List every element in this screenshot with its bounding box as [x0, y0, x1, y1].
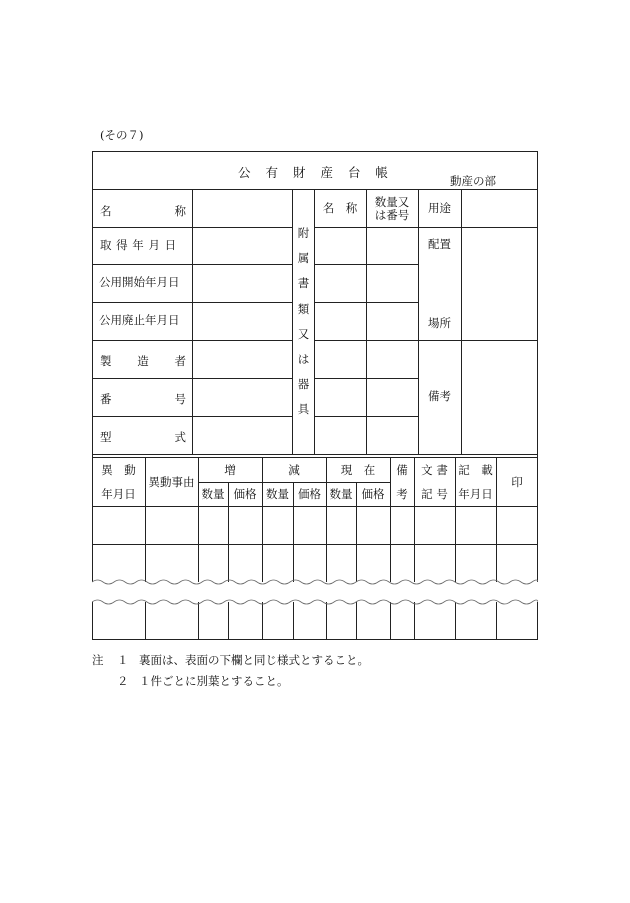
header-remarks: 備 考	[396, 462, 408, 501]
col-line	[418, 189, 419, 454]
header-decrease: 減	[288, 462, 300, 477]
label-purpose: 用途	[428, 201, 451, 215]
label-placement: 配置	[428, 237, 451, 251]
header-change-reason: 異動事由	[148, 474, 195, 489]
attached-items-label: 附 属 書 類 又 は 器 具	[297, 226, 310, 417]
row-line	[92, 544, 538, 545]
header-entry-date: 記 載 年月日	[458, 462, 493, 501]
header-decrease-qty: 数量	[266, 486, 289, 501]
note-number: １	[117, 653, 129, 667]
break-wave-bottom	[92, 598, 538, 606]
form-caption: (その７)	[100, 128, 144, 142]
header-increase: 増	[224, 462, 236, 477]
label-remarks: 備考	[428, 389, 451, 403]
ledger-title: 公 有 財 産 台 帳	[238, 165, 388, 180]
col-line	[314, 189, 315, 454]
attached-header-qty: 数量又 は番号	[374, 195, 410, 222]
attached-header-name: 名 称	[322, 201, 358, 216]
header-increase-price: 価格	[233, 486, 257, 501]
note-prefix: 注	[92, 653, 104, 667]
label-acquired-date: 取 得 年 月 日	[100, 238, 177, 252]
col-line	[461, 189, 462, 454]
label-model: 型 式	[100, 430, 186, 444]
label-place: 場所	[428, 316, 451, 330]
label-use-start-date: 公用開始年月日	[99, 275, 180, 289]
header-document-code: 文 書 記 号	[421, 462, 448, 501]
row-line	[418, 340, 538, 341]
label-use-end-date: 公用廃止年月日	[99, 313, 180, 327]
section-divider	[92, 454, 538, 455]
col-line	[192, 189, 193, 454]
row-line	[418, 227, 538, 228]
header-current-price: 価格	[361, 486, 385, 501]
note-text: 裏面は、表面の下欄と同じ様式とすること。	[139, 653, 369, 667]
header-increase-qty: 数量	[201, 486, 225, 501]
note-text: １件ごとに別葉とすること。	[139, 674, 289, 688]
header-change-date: 異 動 年月日	[101, 462, 136, 501]
label-number: 番 号	[100, 392, 186, 406]
label-name: 名 称	[100, 204, 186, 218]
col-line	[366, 189, 367, 454]
ledger-subtitle: 動産の部	[450, 174, 496, 188]
header-bottom	[92, 506, 538, 507]
break-wave-top	[92, 578, 538, 586]
header-decrease-price: 価格	[298, 486, 321, 501]
note-1	[92, 652, 369, 668]
header-seal: 印	[511, 474, 523, 489]
header-current-qty: 数量	[329, 486, 353, 501]
label-maker: 製 造 者	[100, 354, 186, 368]
header-current: 現 在	[340, 462, 376, 477]
note-number: ２	[117, 674, 129, 688]
